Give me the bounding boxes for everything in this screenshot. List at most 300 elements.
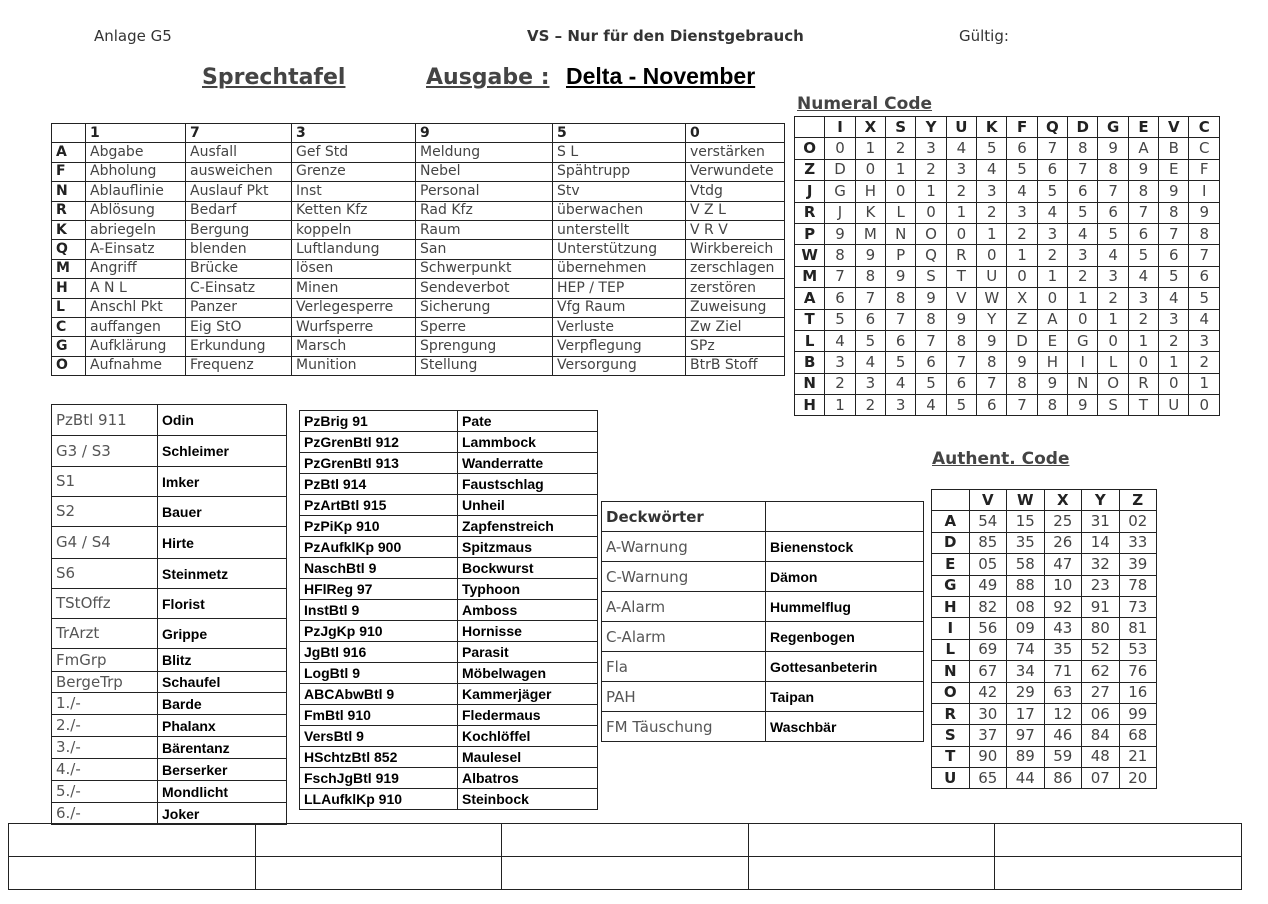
numeral-cell: 3	[825, 352, 855, 373]
callsign-value: Phalanx	[158, 715, 287, 737]
numeral-cell: 9	[825, 223, 855, 244]
numeral-cell: 8	[886, 288, 916, 309]
numeral-col-header: S	[886, 117, 916, 138]
sprechtafel-cell: Aufklärung	[86, 337, 186, 356]
numeral-cell: S	[1098, 395, 1128, 416]
deckwort-row	[602, 652, 924, 682]
sprechtafel-row-key: Q	[52, 240, 86, 259]
sprechtafel-cell: Stellung	[416, 356, 553, 375]
numeral-row	[795, 266, 1220, 287]
numeral-row-key: P	[795, 223, 825, 244]
bottom-cell	[9, 857, 256, 890]
unit-label: HFlReg 97	[300, 579, 458, 600]
authent-cell: 39	[1119, 554, 1157, 575]
numeral-code-table	[794, 116, 1220, 416]
numeral-cell: 2	[1068, 266, 1098, 287]
sprechtafel-cell: Nebel	[416, 162, 553, 181]
callsign-row	[52, 467, 287, 497]
numeral-cell: 3	[946, 159, 976, 180]
numeral-cell: W	[977, 288, 1007, 309]
deckwort-value: Hummelflug	[766, 592, 924, 622]
numeral-col-header: G	[1098, 117, 1128, 138]
sprechtafel-cell: BtrB Stoff	[686, 356, 785, 375]
callsign-row	[52, 781, 287, 803]
numeral-cell: 7	[1189, 245, 1220, 266]
sprechtafel-cell: Minen	[292, 279, 416, 298]
unit-row	[300, 768, 598, 789]
numeral-row	[795, 309, 1220, 330]
sprechtafel-cell: Munition	[292, 356, 416, 375]
authent-col-header: Y	[1082, 490, 1120, 511]
title-ausgabe: Ausgabe :	[426, 65, 550, 90]
numeral-header-row	[795, 117, 1220, 138]
units-table	[299, 410, 598, 810]
authent-cell: 09	[1007, 618, 1045, 639]
unit-label: PzBtl 914	[300, 474, 458, 495]
numeral-cell: 0	[825, 138, 855, 159]
sprechtafel-cell: Bergung	[186, 220, 292, 239]
unit-row	[300, 747, 598, 768]
unit-value: Bockwurst	[458, 558, 598, 579]
unit-value: Parasit	[458, 642, 598, 663]
callsign-row	[52, 693, 287, 715]
numeral-cell: 8	[825, 245, 855, 266]
numeral-cell: 9	[1007, 352, 1037, 373]
sprechtafel-cell: Marsch	[292, 337, 416, 356]
numeral-row-key: Z	[795, 159, 825, 180]
numeral-cell: 5	[1068, 202, 1098, 223]
callsign-value: Odin	[158, 405, 287, 436]
numeral-cell: 2	[825, 373, 855, 394]
sprechtafel-cell: Gef Std	[292, 143, 416, 162]
authent-row	[932, 596, 1157, 617]
authent-row	[932, 575, 1157, 596]
sprechtafel-cell: Grenze	[292, 162, 416, 181]
unit-row	[300, 495, 598, 516]
numeral-cell: 5	[946, 395, 976, 416]
unit-row	[300, 411, 598, 432]
numeral-cell: 3	[1128, 288, 1158, 309]
callsign-row	[52, 559, 287, 589]
authent-col-header: V	[969, 490, 1007, 511]
numeral-cell: 4	[916, 395, 946, 416]
numeral-cell: 6	[1159, 245, 1189, 266]
numeral-col-header: V	[1159, 117, 1189, 138]
authent-cell: 69	[969, 639, 1007, 660]
unit-value: Maulesel	[458, 747, 598, 768]
unit-row	[300, 432, 598, 453]
authent-cell: 14	[1082, 532, 1120, 553]
unit-label: PzArtBtl 915	[300, 495, 458, 516]
sprechtafel-cell: Erkundung	[186, 337, 292, 356]
authent-row-key: T	[932, 746, 970, 767]
sprechtafel-cell: HEP / TEP	[553, 279, 686, 298]
sprechtafel-cell: Versorgung	[553, 356, 686, 375]
numeral-cell: I	[1068, 352, 1098, 373]
bottom-row	[9, 857, 1242, 890]
numeral-cell: T	[946, 266, 976, 287]
numeral-row-key: M	[795, 266, 825, 287]
sprechtafel-cell: lösen	[292, 259, 416, 278]
numeral-cell: 3	[886, 395, 916, 416]
unit-value: Möbelwagen	[458, 663, 598, 684]
numeral-cell: 0	[1068, 309, 1098, 330]
sprechtafel-row-key: K	[52, 220, 86, 239]
numeral-cell: 7	[855, 288, 885, 309]
numeral-cell: 6	[886, 330, 916, 351]
numeral-cell: O	[1098, 373, 1128, 394]
sprechtafel-cell: Raum	[416, 220, 553, 239]
authent-row	[932, 639, 1157, 660]
unit-row	[300, 642, 598, 663]
callsign-value: Grippe	[158, 619, 287, 649]
numeral-cell: 1	[1068, 288, 1098, 309]
numeral-cell: C	[1189, 138, 1220, 159]
numeral-cell: H	[1037, 352, 1067, 373]
sprechtafel-cell: Verluste	[553, 317, 686, 336]
numeral-cell: 4	[1189, 309, 1220, 330]
sprechtafel-cell: blenden	[186, 240, 292, 259]
numeral-row	[795, 352, 1220, 373]
sprechtafel-cell: Ablösung	[86, 201, 186, 220]
sprechtafel-row	[52, 182, 785, 201]
unit-value: Zapfenstreich	[458, 516, 598, 537]
numeral-cell: 7	[1007, 395, 1037, 416]
numeral-cell: 7	[1159, 223, 1189, 244]
numeral-cell: 1	[916, 181, 946, 202]
bottom-cell	[995, 857, 1242, 890]
unit-row	[300, 663, 598, 684]
numeral-row-key: B	[795, 352, 825, 373]
numeral-cell: 3	[1159, 309, 1189, 330]
authent-cell: 59	[1044, 746, 1082, 767]
deckwort-row	[602, 622, 924, 652]
sprechtafel-cell: Personal	[416, 182, 553, 201]
sprechtafel-cell: A-Einsatz	[86, 240, 186, 259]
numeral-cell: 2	[1159, 330, 1189, 351]
authent-cell: 65	[969, 768, 1007, 789]
authent-cell: 20	[1119, 768, 1157, 789]
authent-cell: 81	[1119, 618, 1157, 639]
numeral-row	[795, 245, 1220, 266]
deckwort-label: A-Alarm	[602, 592, 766, 622]
numeral-row	[795, 373, 1220, 394]
authent-cell: 99	[1119, 703, 1157, 724]
numeral-cell: 9	[886, 266, 916, 287]
numeral-cell: 1	[855, 138, 885, 159]
sprechtafel-row	[52, 259, 785, 278]
sprechtafel-cell: abriegeln	[86, 220, 186, 239]
numeral-cell: 0	[946, 223, 976, 244]
numeral-cell: 2	[977, 202, 1007, 223]
numeral-cell: 7	[946, 352, 976, 373]
numeral-cell: 4	[977, 159, 1007, 180]
deckwoerter-table	[601, 501, 924, 742]
sprechtafel-table	[51, 123, 785, 376]
sprechtafel-col-header: 1	[86, 124, 186, 143]
authent-col-header: W	[1007, 490, 1045, 511]
callsigns-table	[51, 404, 287, 825]
authent-cell: 10	[1044, 575, 1082, 596]
sprechtafel-cell: SPz	[686, 337, 785, 356]
sprechtafel-col-header: 0	[686, 124, 785, 143]
sprechtafel-cell: V Z L	[686, 201, 785, 220]
authent-cell: 06	[1082, 703, 1120, 724]
authent-cell: 90	[969, 746, 1007, 767]
numeral-col-header: X	[855, 117, 885, 138]
numeral-cell: 3	[1037, 223, 1067, 244]
authent-code-table	[931, 489, 1157, 789]
authent-row	[932, 618, 1157, 639]
deckwort-row	[602, 682, 924, 712]
sprechtafel-col-header: 5	[553, 124, 686, 143]
sprechtafel-cell: Zuweisung	[686, 298, 785, 317]
callsign-value: Joker	[158, 803, 287, 825]
numeral-cell: S	[916, 266, 946, 287]
numeral-cell: 8	[1128, 181, 1158, 202]
sprechtafel-cell: Abholung	[86, 162, 186, 181]
authent-row-key: D	[932, 532, 970, 553]
authent-cell: 47	[1044, 554, 1082, 575]
numeral-cell: 5	[977, 138, 1007, 159]
callsign-row	[52, 436, 287, 467]
authent-cell: 73	[1119, 596, 1157, 617]
numeral-cell: L	[886, 202, 916, 223]
numeral-cell: G	[1068, 330, 1098, 351]
sprechtafel-cell: Inst	[292, 182, 416, 201]
authent-col-header: Z	[1119, 490, 1157, 511]
bottom-empty-table	[8, 823, 1242, 890]
numeral-cell: K	[855, 202, 885, 223]
callsign-value: Blitz	[158, 649, 287, 672]
numeral-cell: 5	[886, 352, 916, 373]
authent-cell: 33	[1119, 532, 1157, 553]
numeral-cell: 4	[1037, 202, 1067, 223]
numeral-row	[795, 138, 1220, 159]
numeral-cell: 5	[1159, 266, 1189, 287]
numeral-col-header: K	[977, 117, 1007, 138]
deckwort-label: C-Alarm	[602, 622, 766, 652]
authent-row-key: S	[932, 725, 970, 746]
authent-cell: 30	[969, 703, 1007, 724]
authent-cell: 63	[1044, 682, 1082, 703]
numeral-cell: 1	[1189, 373, 1220, 394]
authent-row-key: G	[932, 575, 970, 596]
unit-value: Faustschlag	[458, 474, 598, 495]
numeral-cell: 5	[1098, 223, 1128, 244]
callsign-row	[52, 649, 287, 672]
sprechtafel-cell: Brücke	[186, 259, 292, 278]
authent-cell: 86	[1044, 768, 1082, 789]
sprechtafel-col-header: 3	[292, 124, 416, 143]
numeral-cell: 8	[946, 330, 976, 351]
numeral-cell: 8	[1098, 159, 1128, 180]
numeral-cell: U	[1159, 395, 1189, 416]
authent-row	[932, 725, 1157, 746]
numeral-cell: 9	[1128, 159, 1158, 180]
authent-cell: 02	[1119, 511, 1157, 532]
numeral-cell: 5	[1189, 288, 1220, 309]
sprechtafel-corner-cell	[52, 124, 86, 143]
numeral-cell: 6	[1007, 138, 1037, 159]
numeral-cell: 7	[886, 309, 916, 330]
sprechtafel-cell: zerstören	[686, 279, 785, 298]
unit-label: JgBtl 916	[300, 642, 458, 663]
sprechtafel-cell: koppeln	[292, 220, 416, 239]
numeral-col-header: Y	[916, 117, 946, 138]
sprechtafel-row	[52, 279, 785, 298]
numeral-cell: 2	[886, 138, 916, 159]
numeral-cell: 0	[1159, 373, 1189, 394]
numeral-cell: 9	[1037, 373, 1067, 394]
sprechtafel-cell: auffangen	[86, 317, 186, 336]
numeral-corner-cell	[795, 117, 825, 138]
sprechtafel-cell: V R V	[686, 220, 785, 239]
numeral-col-header: Q	[1037, 117, 1067, 138]
callsign-label: 2./-	[52, 715, 158, 737]
callsign-value: Barde	[158, 693, 287, 715]
bottom-cell	[748, 857, 995, 890]
numeral-row	[795, 181, 1220, 202]
sprechtafel-cell: Ablauflinie	[86, 182, 186, 201]
deckwort-value: Gottesanbeterin	[766, 652, 924, 682]
authent-cell: 15	[1007, 511, 1045, 532]
callsign-label: G4 / S4	[52, 527, 158, 559]
numeral-row	[795, 288, 1220, 309]
numeral-row	[795, 202, 1220, 223]
deckwort-label: C-Warnung	[602, 562, 766, 592]
sprechtafel-cell: Vtdg	[686, 182, 785, 201]
numeral-col-header: D	[1068, 117, 1098, 138]
numeral-cell: 8	[916, 309, 946, 330]
numeral-cell: 7	[1037, 138, 1067, 159]
numeral-row	[795, 159, 1220, 180]
numeral-cell: 3	[1068, 245, 1098, 266]
unit-label: PzBrig 91	[300, 411, 458, 432]
callsign-row	[52, 803, 287, 825]
numeral-row	[795, 330, 1220, 351]
sprechtafel-row	[52, 356, 785, 375]
unit-value: Kammerjäger	[458, 684, 598, 705]
sprechtafel-cell: unterstellt	[553, 220, 686, 239]
sprechtafel-cell: Verpflegung	[553, 337, 686, 356]
sprechtafel-row	[52, 298, 785, 317]
sprechtafel-row-key: L	[52, 298, 86, 317]
sprechtafel-col-header: 9	[416, 124, 553, 143]
unit-value: Kochlöffel	[458, 726, 598, 747]
callsign-row	[52, 497, 287, 527]
numeral-cell: 0	[1128, 352, 1158, 373]
sprechtafel-row-key: G	[52, 337, 86, 356]
sprechtafel-row	[52, 143, 785, 162]
unit-value: Wanderratte	[458, 453, 598, 474]
authent-corner-cell	[932, 490, 970, 511]
numeral-cell: J	[825, 202, 855, 223]
sprechtafel-row-key: R	[52, 201, 86, 220]
authent-row	[932, 532, 1157, 553]
numeral-cell: 7	[977, 373, 1007, 394]
numeral-cell: 8	[1007, 373, 1037, 394]
numeral-row-key: H	[795, 395, 825, 416]
callsign-value: Berserker	[158, 759, 287, 781]
sprechtafel-row	[52, 220, 785, 239]
sprechtafel-cell: Ausfall	[186, 143, 292, 162]
unit-label: NaschBtl 9	[300, 558, 458, 579]
numeral-cell: 9	[977, 330, 1007, 351]
callsign-row	[52, 759, 287, 781]
authent-row-key: R	[932, 703, 970, 724]
sprechtafel-col-header: 7	[186, 124, 292, 143]
authent-cell: 62	[1082, 661, 1120, 682]
deckwort-label: PAH	[602, 682, 766, 712]
unit-value: Lammbock	[458, 432, 598, 453]
unit-row	[300, 558, 598, 579]
sprechtafel-cell: Meldung	[416, 143, 553, 162]
authent-row	[932, 661, 1157, 682]
sprechtafel-cell: Schwerpunkt	[416, 259, 553, 278]
sprechtafel-cell: Vfg Raum	[553, 298, 686, 317]
numeral-cell: 9	[946, 309, 976, 330]
authent-code-title: Authent. Code	[932, 449, 1070, 469]
sprechtafel-cell: verstärken	[686, 143, 785, 162]
authent-row-key: N	[932, 661, 970, 682]
callsign-value: Steinmetz	[158, 559, 287, 589]
sprechtafel-cell: Frequenz	[186, 356, 292, 375]
numeral-cell: 1	[825, 395, 855, 416]
sprechtafel-cell: S L	[553, 143, 686, 162]
numeral-cell: 5	[1037, 181, 1067, 202]
sprechtafel-cell: Wurfsperre	[292, 317, 416, 336]
numeral-cell: 2	[1128, 309, 1158, 330]
numeral-cell: 6	[977, 395, 1007, 416]
unit-label: VersBtl 9	[300, 726, 458, 747]
sprechtafel-row	[52, 317, 785, 336]
numeral-row-key: T	[795, 309, 825, 330]
numeral-cell: 9	[1159, 181, 1189, 202]
numeral-cell: 1	[1037, 266, 1067, 287]
authent-cell: 82	[969, 596, 1007, 617]
authent-cell: 44	[1007, 768, 1045, 789]
sprechtafel-cell: Sperre	[416, 317, 553, 336]
authent-row-key: A	[932, 511, 970, 532]
numeral-cell: 2	[916, 159, 946, 180]
callsign-row	[52, 405, 287, 436]
authent-cell: 32	[1082, 554, 1120, 575]
sprechtafel-cell: überwachen	[553, 201, 686, 220]
numeral-cell: O	[916, 223, 946, 244]
numeral-cell: 9	[1068, 395, 1098, 416]
numeral-cell: 8	[855, 266, 885, 287]
deckwort-row	[602, 562, 924, 592]
numeral-cell: 4	[825, 330, 855, 351]
unit-row	[300, 453, 598, 474]
numeral-cell: L	[1098, 352, 1128, 373]
numeral-cell: 1	[977, 223, 1007, 244]
header-classification: VS – Nur für den Dienstgebrauch	[527, 27, 804, 45]
numeral-cell: 1	[1007, 245, 1037, 266]
deckwort-value: Regenbogen	[766, 622, 924, 652]
numeral-cell: 0	[1189, 395, 1220, 416]
authent-row-key: U	[932, 768, 970, 789]
sprechtafel-header-row	[52, 124, 785, 143]
numeral-cell: 0	[916, 202, 946, 223]
unit-label: FschJgBtl 919	[300, 768, 458, 789]
authent-cell: 85	[969, 532, 1007, 553]
numeral-cell: 8	[1068, 138, 1098, 159]
unit-label: PzJgKp 910	[300, 621, 458, 642]
numeral-cell: 5	[1007, 159, 1037, 180]
title-edition: Delta - November	[566, 63, 756, 89]
